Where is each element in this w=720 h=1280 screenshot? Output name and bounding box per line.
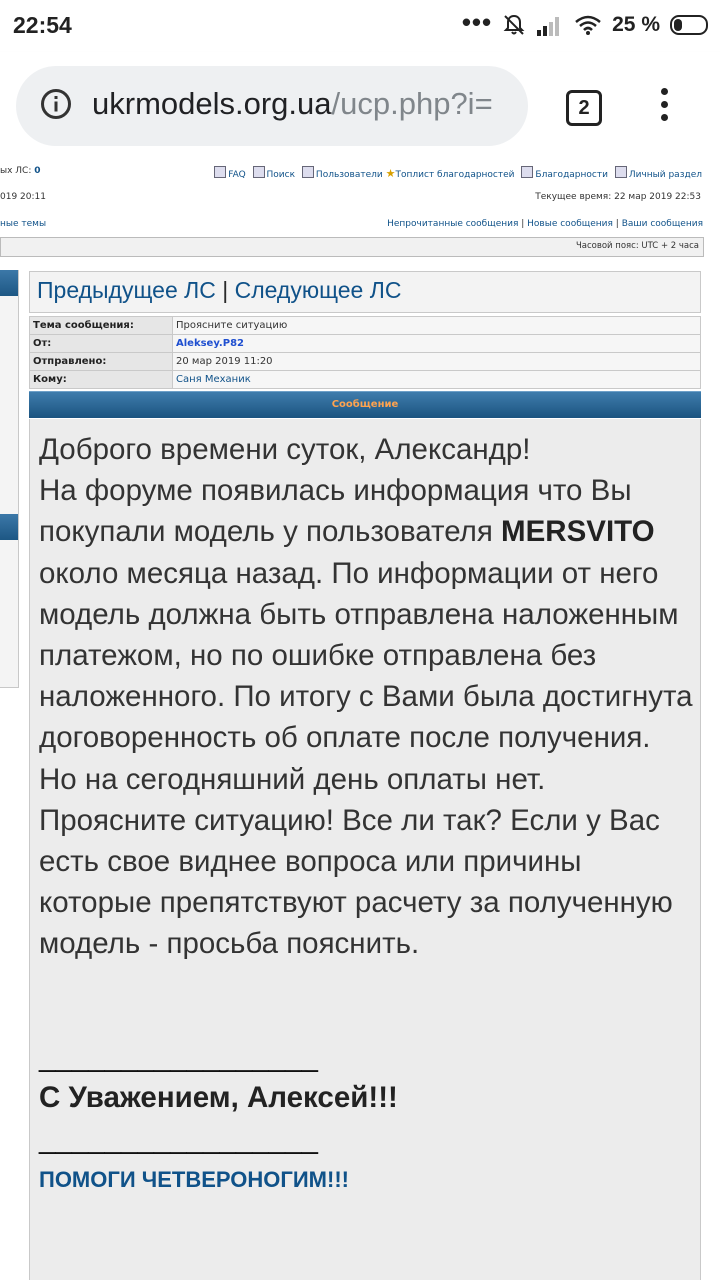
personal-icon: [615, 166, 627, 178]
nav-faq[interactable]: FAQ: [228, 170, 246, 180]
timezone-text: Часовой пояс: UTC + 2 часа: [575, 241, 699, 251]
left-sidebar-fragment: [0, 270, 19, 688]
sent-label: Отправлено:: [30, 353, 173, 371]
your-messages-link[interactable]: Ваши сообщения: [621, 219, 703, 229]
nav-personal[interactable]: Личный раздел: [628, 170, 702, 180]
thanks-icon: [521, 166, 533, 178]
browser-toolbar: [0, 52, 720, 160]
nav-users[interactable]: Пользователи: [315, 170, 383, 180]
pm-navigation: [29, 271, 701, 313]
pm-nav-divider: |: [215, 277, 235, 303]
signature-name: С Уважением, Алексей!!!: [39, 1080, 398, 1114]
subject-value: Проясните ситуацию: [173, 317, 701, 335]
signal-icon: [536, 14, 564, 36]
table-row: [30, 335, 701, 353]
from-user-link[interactable]: Aleksey.P82: [173, 335, 701, 353]
left-sidebar-header-2: [0, 514, 18, 540]
faq-icon: [214, 166, 226, 178]
message-header: [29, 391, 701, 418]
address-bar[interactable]: [16, 66, 528, 146]
status-bar: [0, 0, 720, 52]
left-sidebar-header: [0, 270, 18, 296]
to-user-link[interactable]: Саня Механик: [173, 371, 701, 389]
url-host: ukrmodels.org.ua: [92, 86, 332, 121]
from-label: От:: [30, 335, 173, 353]
top-nav-links: [210, 166, 702, 180]
web-page: [0, 160, 720, 1280]
dots-icon: •••: [461, 7, 493, 37]
next-pm-link[interactable]: Следующее ЛС: [234, 277, 402, 303]
battery-icon: [670, 15, 708, 35]
paragraph-2: Проясните ситуацию! Все ли так? Если у Вас есть свое виднее вопроса или причины которые препятствуют расчету за полученную модель - просьба пояснить.: [39, 803, 673, 961]
subject-label: Тема сообщения:: [30, 317, 173, 335]
link-separator: |: [518, 219, 528, 229]
table-row: [30, 317, 701, 335]
unread-messages-link[interactable]: Непрочитанные сообщения: [387, 219, 519, 229]
previous-pm-link[interactable]: Предыдущее ЛС: [37, 277, 216, 303]
new-messages-link[interactable]: Новые сообщения: [527, 219, 613, 229]
message-links: [387, 219, 703, 229]
pm-nav-title: [37, 277, 401, 304]
clock: 22:54: [13, 12, 72, 38]
info-icon[interactable]: [40, 88, 72, 120]
message-body: [29, 419, 701, 1280]
mute-icon: [502, 13, 526, 37]
new-pm-label: ых ЛС:: [0, 166, 35, 176]
signature-link[interactable]: ПОМОГИ ЧЕТВЕРОНОГИМ!!!: [39, 1166, 349, 1192]
users-icon: [302, 166, 314, 178]
link-separator: |: [612, 219, 622, 229]
search-icon: [253, 166, 265, 178]
paragraph-1: [39, 470, 693, 800]
timezone-bar: [0, 237, 704, 257]
new-pm-info: [0, 166, 41, 176]
tab-switcher-button[interactable]: 2: [566, 90, 602, 126]
wifi-icon: [574, 14, 602, 36]
overflow-menu-icon[interactable]: [656, 88, 672, 128]
pm-panel: [29, 271, 701, 1280]
table-row: [30, 353, 701, 371]
paragraph-1-end: около месяца назад. По информации от него модель должна быть отправлена наложенным платежом, но по ошибке отправлена без наложенного. По итогу с Вами была достигнута договоренность об оплате после получения. Но на сегодняшний день оплаты нет.: [39, 556, 693, 796]
message-header-label: Сообщение: [331, 399, 399, 410]
greeting: Доброго времени суток, Александр!: [39, 433, 531, 466]
mentioned-user: MERSVITO: [501, 515, 655, 549]
pm-header-table: [29, 316, 701, 389]
sent-value: 20 мар 2019 11:20: [173, 353, 701, 371]
last-visit: 019 20:11: [0, 192, 46, 202]
signature-separator-2: _________________: [39, 1121, 318, 1155]
signature-separator: _________________: [39, 1039, 318, 1073]
table-row: [30, 371, 701, 389]
star-icon: ★: [385, 167, 396, 180]
to-label: Кому:: [30, 371, 173, 389]
unanswered-topics-link[interactable]: ные темы: [0, 219, 47, 229]
nav-toplist[interactable]: Топлист благодарностей: [395, 170, 515, 180]
url-path: /ucp.php?i=: [331, 86, 493, 121]
new-pm-count[interactable]: 0: [34, 166, 41, 176]
status-icons: [461, 7, 708, 40]
nav-thanks[interactable]: Благодарности: [535, 170, 608, 180]
nav-search[interactable]: Поиск: [266, 170, 296, 180]
current-time: Текущее время: 22 мар 2019 22:53: [535, 192, 701, 202]
battery-percent: 25 %: [612, 13, 660, 36]
message-text: [39, 429, 693, 1200]
paragraph-1-start: На форуме появилась информация что Вы покупали модель у пользователя: [39, 474, 632, 549]
url-text[interactable]: [92, 86, 522, 122]
